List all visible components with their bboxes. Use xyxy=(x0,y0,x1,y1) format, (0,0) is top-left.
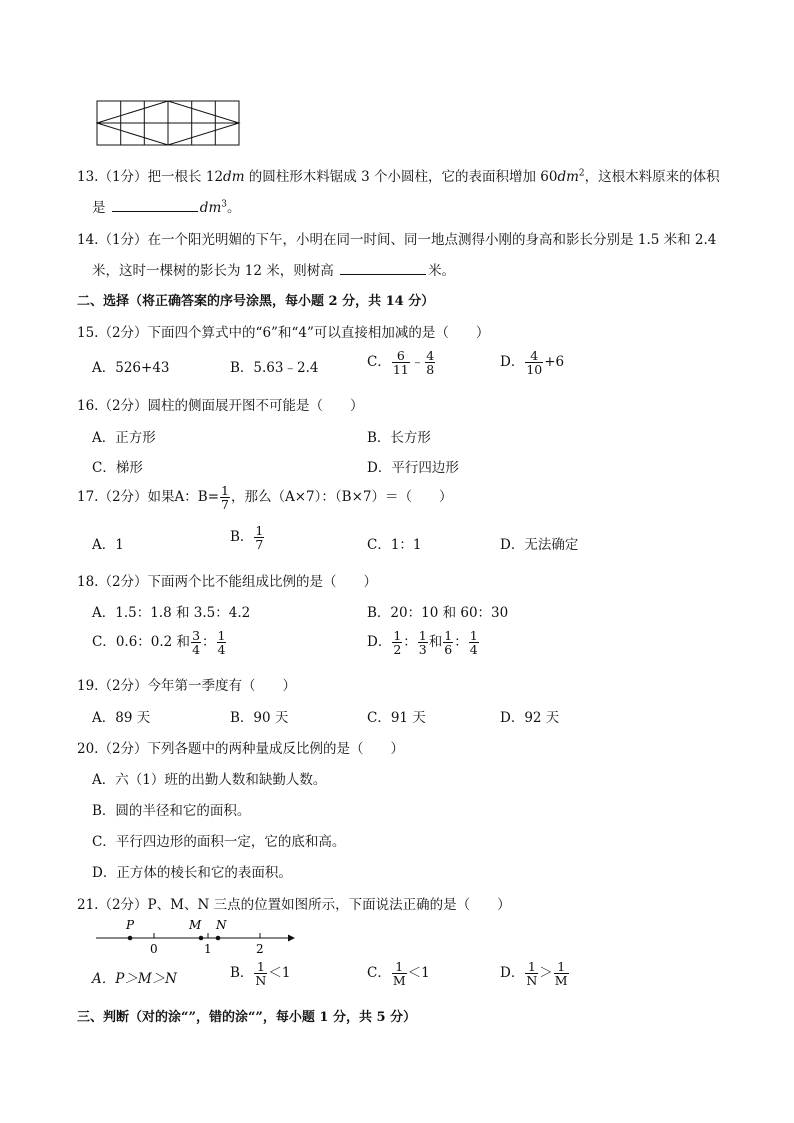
fraction: $\frac{1}{6}$ xyxy=(444,628,453,658)
q15-option-d[interactable]: D． $\frac{4}{10}$ +6 xyxy=(500,348,565,378)
q21-option-b[interactable]: B． $\frac{1}{N}$ ＜1 xyxy=(230,959,291,989)
q15-option-a[interactable]: A．526+43 xyxy=(92,360,170,376)
fraction: $\frac{1}{3}$ xyxy=(418,628,427,658)
fraction: $\frac{1}{N}$ xyxy=(526,959,538,989)
question-17-stem: 17.（2分）如果A：B= $\frac{1}{7}$ ，那么（A×7）：（B×7）＝（ ） xyxy=(77,483,453,513)
number-line-figure xyxy=(92,914,298,956)
fraction: $\frac{1}{4}$ xyxy=(217,628,226,658)
tick-1-label: 1 xyxy=(204,942,212,956)
question-14-line2: 米，这时一棵树的影长为 12 米，则树高 米。 xyxy=(92,263,456,279)
q18-option-c[interactable]: C．0.6：0.2 和 $\frac{3}{4}$ ： $\frac{1}{4}$ xyxy=(92,628,226,658)
q21-option-a[interactable]: A．P＞M＞N xyxy=(92,971,177,987)
q17-option-c[interactable]: C．1：1 xyxy=(367,537,422,553)
q16-option-a[interactable]: A．正方形 xyxy=(92,430,156,446)
question-19-stem: 19.（2分）今年第一季度有（ ） xyxy=(77,678,297,694)
q16-option-d[interactable]: D．平行四边形 xyxy=(367,460,459,476)
fraction: $\frac{1}{7}$ xyxy=(255,523,264,553)
fraction: $\frac{1}{M}$ xyxy=(392,959,406,989)
point-n-label: N xyxy=(216,918,227,932)
question-13-line1: 13.（1分）把一根长 12dm 的圆柱形木料锯成 3 个小圆柱，它的表面积增加 $60dm^2$，这根木料原来的体积 xyxy=(77,168,720,185)
q20-option-c[interactable]: C．平行四边形的面积一定，它的底和高。 xyxy=(92,834,346,850)
question-13-line2: 是 $dm^3$。 xyxy=(92,199,241,216)
q17-option-d[interactable]: D．无法确定 xyxy=(500,537,579,553)
section-2-heading: 二、选择（将正确答案的序号涂黑，每小题 2 分，共 14 分） xyxy=(77,294,435,309)
fraction: $\frac{6}{11}$ xyxy=(392,348,409,378)
question-16-stem: 16.（2分）圆柱的侧面展开图不可能是（ ） xyxy=(77,398,364,414)
point-p-label: P xyxy=(126,918,135,932)
grid-rhombus-figure xyxy=(96,100,242,148)
q15-option-c[interactable]: C． $\frac{6}{11}$ ﹣ $\frac{4}{8}$ xyxy=(367,348,435,378)
fraction: $\frac{1}{2}$ xyxy=(393,628,402,658)
tick-0-label: 0 xyxy=(150,942,158,956)
question-20-stem: 20.（2分）下列各题中的两种量成反比例的是（ ） xyxy=(77,741,405,757)
q20-option-a[interactable]: A．六（1）班的出勤人数和缺勤人数。 xyxy=(92,772,327,788)
question-14-line1: 14.（1分）在一个阳光明媚的下午，小明在同一时间、同一地点测得小刚的身高和影长分别是 1.5 米和 2.4 xyxy=(77,232,717,248)
q16-option-b[interactable]: B．长方形 xyxy=(367,430,431,446)
q18-option-a[interactable]: A．1.5：1.8 和 3.5：4.2 xyxy=(92,605,251,621)
fraction: $\frac{1}{7}$ xyxy=(221,483,229,513)
question-21-stem: 21.（2分）P、M、N 三点的位置如图所示，下面说法正确的是（ ） xyxy=(77,897,511,913)
q16-option-c[interactable]: C．梯形 xyxy=(92,460,143,476)
tick-2-label: 2 xyxy=(256,942,264,956)
answer-blank-14[interactable] xyxy=(340,262,426,275)
q17-option-a[interactable]: A．1 xyxy=(92,537,124,553)
section-3-heading: 三、判断（对的涂“”，错的涂“”，每小题 1 分，共 5 分） xyxy=(77,1010,417,1025)
q19-option-c[interactable]: C．91 天 xyxy=(367,710,426,726)
q17-option-b[interactable]: B． $\frac{1}{7}$ xyxy=(230,523,264,553)
fraction: $\frac{4}{10}$ xyxy=(526,348,543,378)
fraction: $\frac{1}{N}$ xyxy=(255,959,267,989)
q19-option-b[interactable]: B．90 天 xyxy=(230,710,289,726)
question-18-stem: 18.（2分）下面两个比不能组成比例的是（ ） xyxy=(77,574,378,590)
fraction: $\frac{4}{8}$ xyxy=(426,348,435,378)
q20-option-b[interactable]: B．圆的半径和它的面积。 xyxy=(92,803,251,819)
q19-option-d[interactable]: D．92 天 xyxy=(500,710,560,726)
fraction: $\frac{1}{4}$ xyxy=(469,628,478,658)
question-15-stem: 15.（2分）下面四个算式中的“6”和“4”可以直接相加减的是（ ） xyxy=(77,325,490,341)
q21-option-d[interactable]: D． $\frac{1}{N}$ ＞ $\frac{1}{M}$ xyxy=(500,959,568,989)
answer-blank-13[interactable] xyxy=(112,199,198,212)
point-m-label: M xyxy=(189,918,202,932)
q18-option-b[interactable]: B．20：10 和 60：30 xyxy=(367,605,509,621)
fraction: $\frac{3}{4}$ xyxy=(192,628,201,658)
q21-option-c[interactable]: C． $\frac{1}{M}$ ＜1 xyxy=(367,959,430,989)
q20-option-d[interactable]: D．正方体的棱长和它的表面积。 xyxy=(92,865,292,881)
q19-option-a[interactable]: A．89 天 xyxy=(92,710,151,726)
q15-option-b[interactable]: B．5.63﹣2.4 xyxy=(230,360,319,376)
q18-option-d[interactable]: D． $\frac{1}{2}$ ： $\frac{1}{3}$ 和 $\frac{1}{6}$ ： $\frac{1}{4}$ xyxy=(367,628,478,658)
fraction: $\frac{1}{M}$ xyxy=(554,959,568,989)
